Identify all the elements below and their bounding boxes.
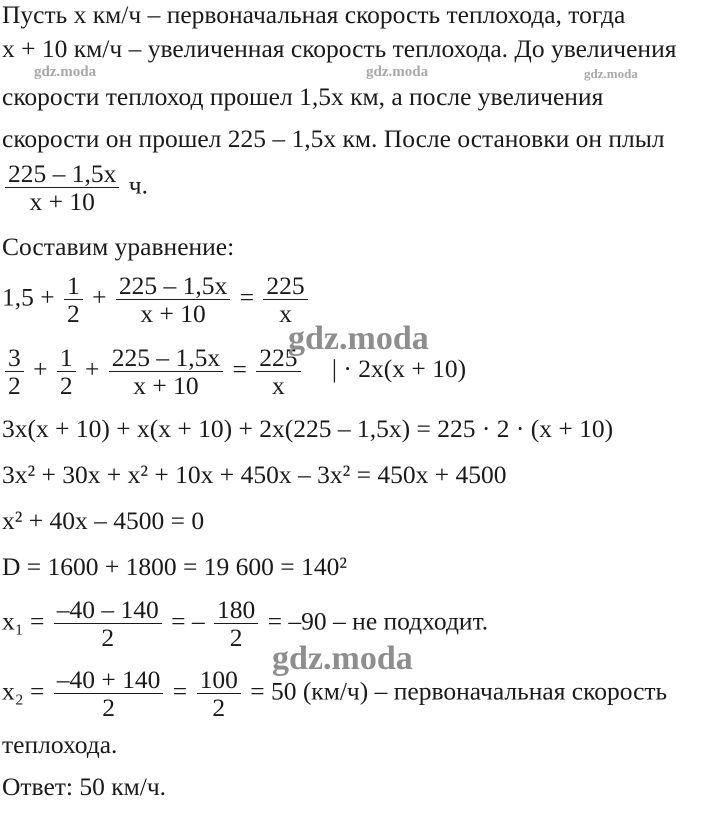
multiplier-note: | · 2x(x + 10) [331, 354, 467, 384]
eq-operator: = [171, 606, 186, 636]
watermark: gdz.moda [288, 320, 429, 357]
equation-5: x² + 40x – 4500 = 0 [2, 506, 205, 535]
eq-operator: – [191, 606, 205, 636]
fraction-denominator: 2 [101, 623, 115, 652]
fraction [64, 272, 83, 327]
watermark: gdz.moda [584, 66, 638, 81]
equation-6: D = 1600 + 1800 = 19 600 = 140² [2, 552, 347, 581]
fraction-denominator: 2 [59, 371, 73, 400]
fraction-denominator: x + 10 [140, 299, 206, 328]
text-line-compose: Составим уравнение: [2, 232, 235, 261]
fraction-denominator: 2 [8, 371, 21, 400]
fraction-numerator: 225 – 1,5x [5, 160, 119, 188]
eq-term: x₂ = [2, 676, 45, 706]
equation-1 [2, 272, 311, 327]
fraction-numerator: 1 [57, 344, 76, 372]
eq-term: x₁ = [2, 606, 45, 636]
fraction [109, 344, 223, 399]
text-line-teplohoda: теплохода. [2, 730, 118, 759]
fraction [57, 344, 76, 399]
fraction-numerator: 225 [263, 272, 307, 300]
eq-term: = –90 – не подходит. [267, 606, 489, 636]
answer-line: Ответ: 50 км/ч. [2, 772, 167, 801]
equation-7 [2, 596, 488, 651]
fraction [5, 344, 24, 399]
text-line-4: скорости он прошел 225 – 1,5x км. После остановки он плыл [2, 124, 665, 153]
fraction [54, 666, 164, 721]
fraction-denominator: x [279, 299, 292, 328]
fraction-numerator: –40 – 140 [54, 596, 162, 624]
text-line-3: скорости теплоход прошел 1,5x км, а после увеличения [2, 82, 604, 111]
fraction [5, 160, 119, 215]
text-line-1: Пусть x км/ч – первоначальная скорость теплохода, тогда [2, 0, 626, 29]
fraction-numerator: 225 – 1,5x [116, 272, 230, 300]
eq-operator: = [232, 354, 247, 384]
fraction-numerator: –40 + 140 [54, 666, 164, 694]
fraction-numerator: 225 [256, 344, 300, 372]
watermark: gdz.moda [34, 64, 97, 80]
fraction-numerator: 225 – 1,5x [109, 344, 223, 372]
fraction [116, 272, 230, 327]
fraction-denominator: 2 [229, 623, 243, 652]
watermark: gdz.moda [272, 640, 413, 677]
eq-operator: + [92, 282, 107, 312]
eq-term: = 50 (км/ч) – первоначальная скорость [250, 676, 668, 706]
fraction-denominator: x + 10 [133, 371, 199, 400]
fraction-numerator: 100 [197, 666, 241, 694]
watermark: gdz.moda [366, 64, 429, 80]
fraction [54, 596, 162, 651]
text-line-2: x + 10 км/ч – увеличенная скорость теплохода. До увеличения [2, 34, 677, 63]
eq-term: 1,5 + [2, 282, 55, 312]
fraction [214, 596, 258, 651]
fraction-denominator: x [272, 371, 285, 400]
equation-4: 3x² + 30x + x² + 10x + 450x – 3x² = 450x + 4500 [2, 460, 507, 489]
eq-operator: = [239, 282, 255, 312]
fraction-denominator: 2 [212, 693, 226, 722]
fraction-denominator: 2 [67, 299, 80, 328]
fraction [263, 272, 307, 327]
eq-operator: = [172, 676, 188, 706]
fraction-numerator: 1 [64, 272, 83, 300]
equation-3: 3x(x + 10) + x(x + 10) + 2x(225 – 1,5x) = 225 · 2 · (x + 10) [2, 414, 614, 443]
unit-text: ч. [128, 170, 148, 200]
fraction-denominator: 2 [102, 693, 115, 722]
fraction-numerator: 180 [214, 596, 258, 624]
eq-operator: + [33, 354, 48, 384]
fraction [197, 666, 241, 721]
fraction-line [2, 160, 148, 215]
eq-operator: + [85, 354, 100, 384]
fraction-numerator: 3 [5, 344, 24, 372]
fraction-denominator: x + 10 [29, 187, 95, 216]
